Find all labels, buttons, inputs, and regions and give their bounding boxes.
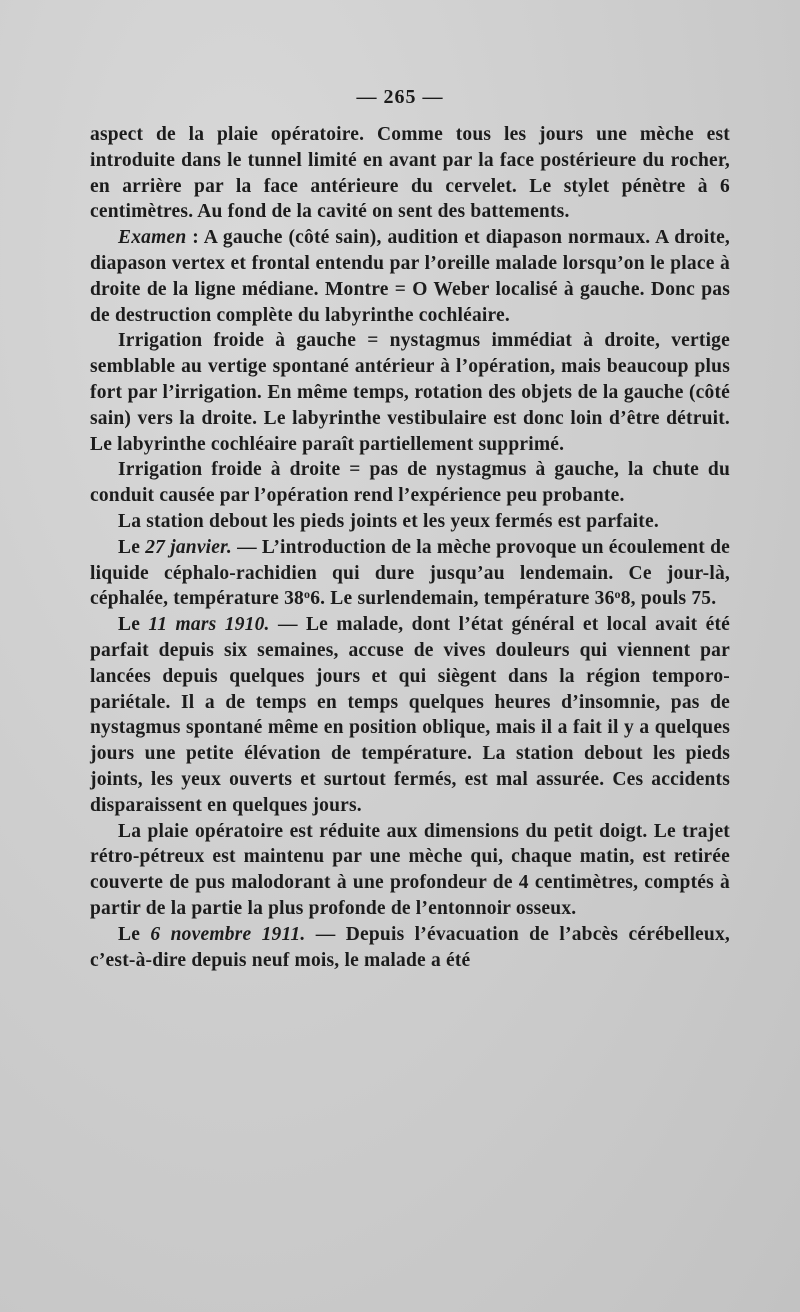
paragraph-3: [90, 328, 730, 457]
paragraph-text-end: 8, pouls 75.: [620, 588, 717, 610]
paragraph-text-mid: 6. Le surlendemain, température 36: [310, 588, 615, 610]
paragraph-date: 11 mars 1910.: [148, 614, 270, 636]
paragraph-prefix: Le: [118, 923, 151, 945]
paragraph-text: : A gauche (côté sain), audition et diapason normaux. A droite, diapason vertex et frontal entendu par l’oreille malade lorsqu’on le place à droite de la ligne médiane. Montre = O Weber localisé à gauche. Donc pas de destruction complète du labyrinthe cochléaire.: [90, 227, 730, 326]
paragraph-9: [90, 922, 730, 974]
paragraph-date: 6 novembre 1911.: [150, 923, 306, 945]
paragraph-6: [90, 535, 730, 612]
paragraph-prefix: Le: [118, 614, 149, 636]
paragraph-prefix: Le: [118, 536, 146, 558]
paragraph-lead: Examen: [118, 227, 187, 249]
paragraph-text: aspect de la plaie opératoire. Comme tous les jours une mèche est introduite dans le tunnel limité en avant par la face postérieure du rocher, en arrière par la face antérieure du cervelet. Le stylet pénètre à 6 centimètres. Au fond de la cavité on sent des battements.: [90, 124, 730, 223]
paragraph-text: — Le malade, dont l’état général et local avait été parfait depuis six semaines, accuse de vives douleurs qui viennent par lancées depuis quelques jours et qui siègent dans la région temporo-pariétale. Il a de temps en temps quelques heures d’insomnie, pas de nystagmus spontané même en position oblique, mais il a fait il y a quelques jours une petite élévation de température. La station debout les pieds joints, les yeux ouverts et surtout fermés, est mal assurée. Ces accidents disparaissent en quelques jours.: [90, 614, 730, 816]
paragraph-1: [90, 122, 730, 225]
paragraph-4: [90, 457, 730, 509]
paragraph-text: La station debout les pieds joints et les yeux fermés est parfaite.: [118, 510, 659, 532]
paragraph-text: Irrigation froide à gauche = nystagmus immédiat à droite, vertige semblable au vertige spontané antérieur à l’opération, mais beaucoup plus fort par l’irrigation. En même temps, rotation des objets de la gauche (côté sain) vers la droite. Le labyrinthe vestibulaire est donc loin d’être détruit. Le labyrinthe cochléaire paraît partiellement supprimé.: [90, 330, 730, 455]
paragraph-text: La plaie opératoire est réduite aux dimensions du petit doigt. Le trajet rétro-pétreux est maintenu par une mèche qui, chaque matin, est retirée couverte de pus malodorant à une profondeur de 4 centimètres, comptés à partir de la partie la plus profonde de l’entonnoir osseux.: [90, 820, 730, 919]
page-number: — 265 —: [356, 86, 444, 108]
paragraph-8: [90, 819, 730, 922]
paragraph-text: — Depuis l’évacuation de l’abcès cérébelleux, c’est-à-dire depuis neuf mois, le malade a été: [90, 923, 730, 971]
paragraph-7: [90, 612, 730, 818]
body-text: [90, 122, 730, 973]
paragraph-text: Irrigation froide à droite = pas de nystagmus à gauche, la chute du conduit causée par l’opération rend l’expérience peu probante.: [90, 459, 730, 507]
degree-mark: o: [304, 587, 311, 602]
degree-mark: o: [614, 587, 621, 602]
paragraph-5: [90, 509, 730, 535]
paragraph-date: 27 janvier.: [145, 536, 232, 558]
paragraph-2: [90, 225, 730, 328]
paragraph-text: — L’introduction de la mèche provoque un écoulement de liquide céphalo-rachidien qui dure jusqu’au lendemain. Ce jour-là, céphalée, température 38: [90, 536, 730, 610]
